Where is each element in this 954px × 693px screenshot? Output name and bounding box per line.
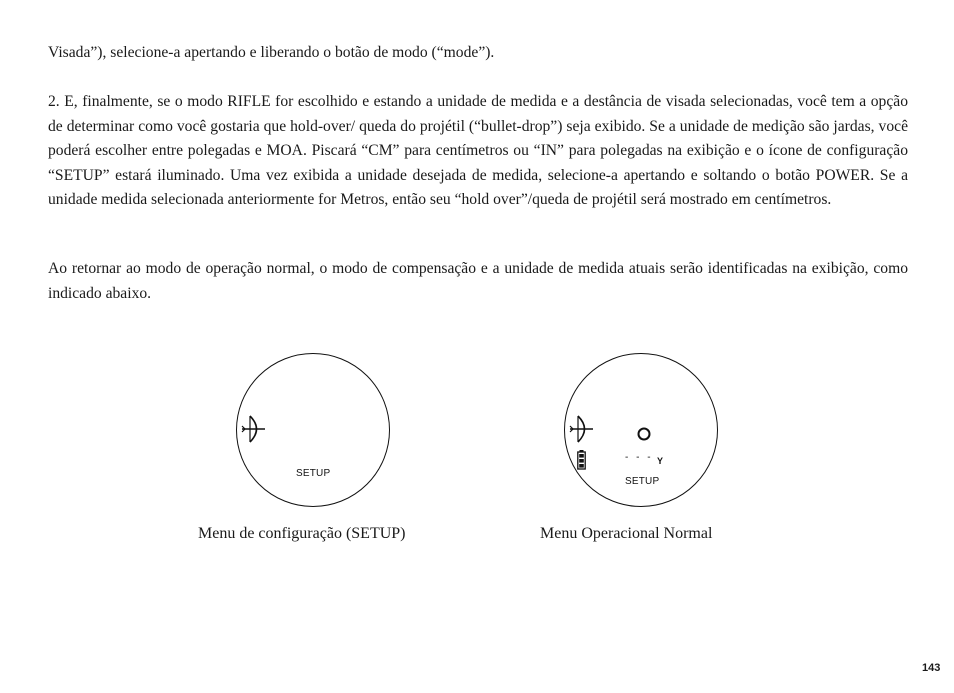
bow-icon: [569, 414, 595, 444]
paragraph-intro: Visada”), selecione-a apertando e liberando o botão de modo (“mode”).: [48, 44, 495, 61]
unit-yards-indicator: Y: [657, 456, 664, 466]
page-number: 143: [922, 662, 941, 674]
normal-operation-display: [564, 353, 718, 507]
figure-caption-setup: Menu de configuração (SETUP): [198, 525, 406, 542]
figure-caption-normal: Menu Operacional Normal: [540, 525, 713, 542]
paragraph-step-2: 2. E, finalmente, se o modo RIFLE for escolhido e estando a unidade de medida e a destância de visada selecionadas, você tem a opção de determinar como você gostaria que hold-over/ queda do projétil (“bullet-drop”) seja exibido. Se a unidade de medição são jardas, você poderá escolher entre polegadas e MOA. Piscará “CM” para centímetros ou “IN” para polegadas na exibição e o ícone de configuração “SETUP” estará iluminado. Uma vez exibida a unidade desejada de medida, selecione-a apertando e soltando o botão POWER. Se a unidade medida selecionada anteriormente for Metros, então seu “hold over”/queda de projétil será mostrado em centímetros.: [48, 93, 908, 208]
target-circle-icon: [637, 427, 651, 441]
setup-menu-display: [236, 353, 390, 507]
paragraph-return-normal: Ao retornar ao modo de operação normal, o modo de compensação e a unidade de medida atuais serão identificadas na exibição, como indicado abaixo.: [48, 260, 908, 302]
distance-readout-dashes: - - -: [625, 452, 654, 463]
setup-indicator: SETUP: [296, 468, 331, 479]
bow-icon: [241, 414, 267, 444]
battery-icon: [577, 450, 586, 470]
setup-indicator: SETUP: [625, 476, 660, 487]
